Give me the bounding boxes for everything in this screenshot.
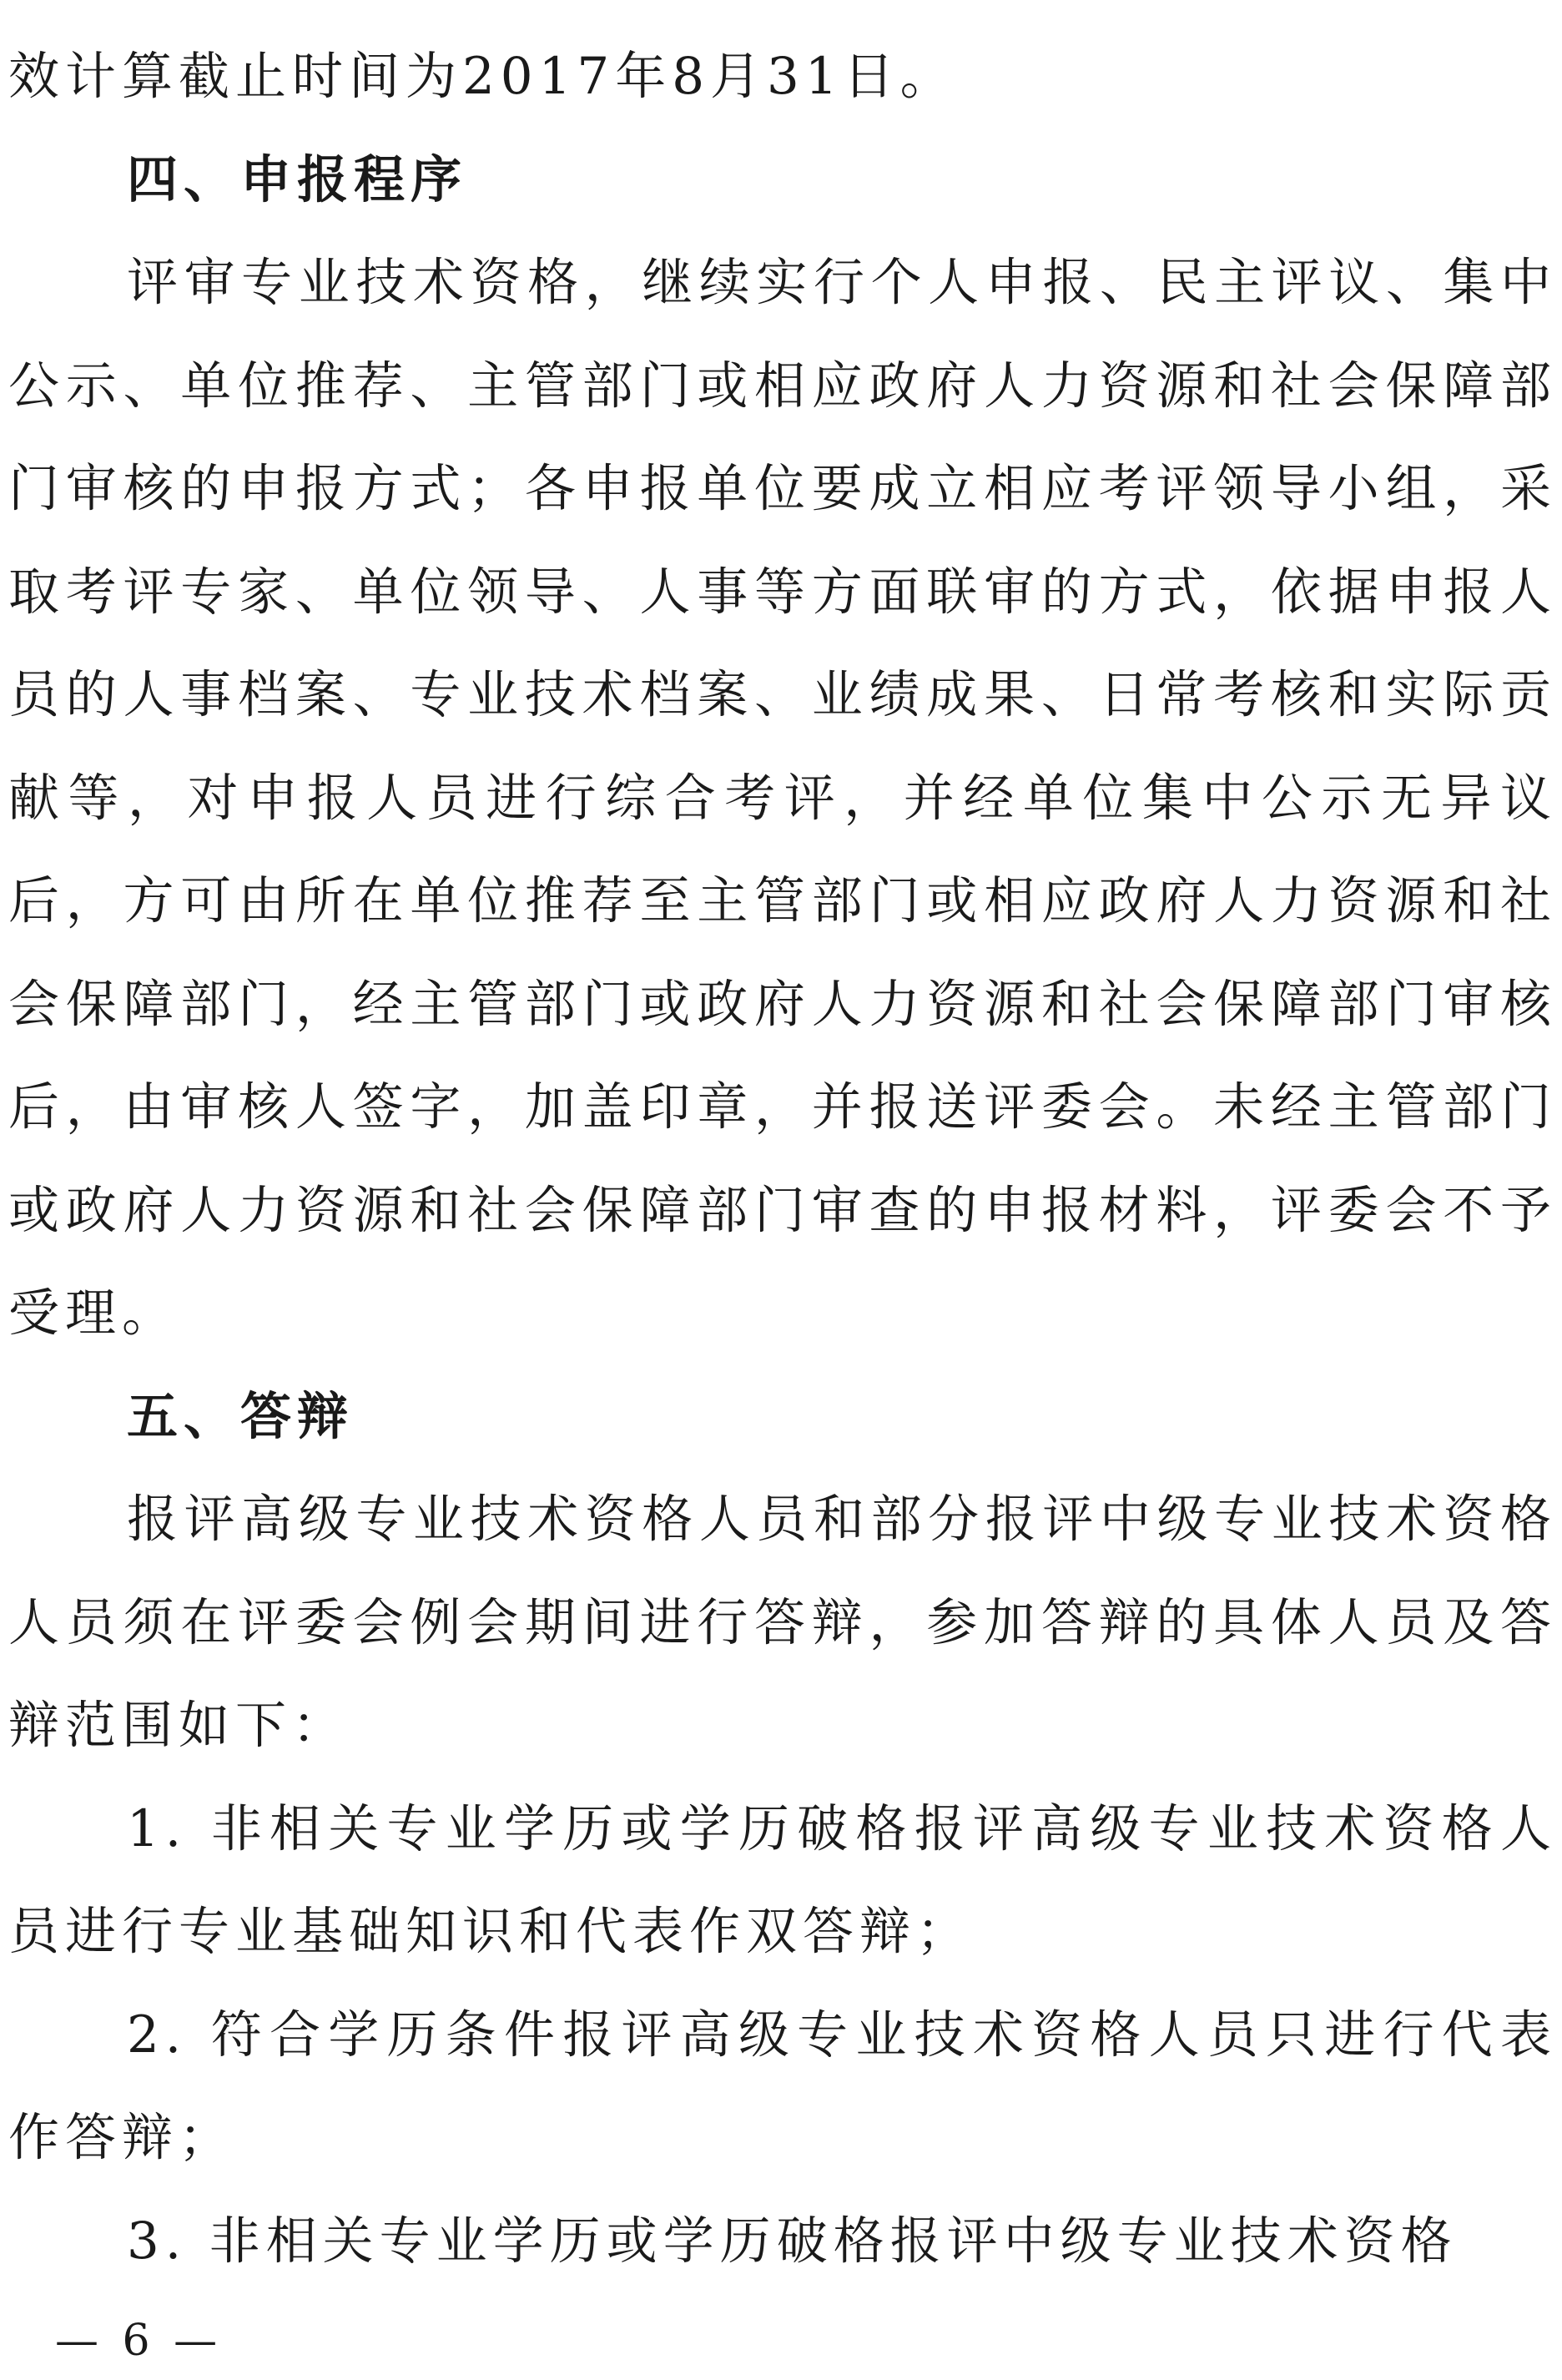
paragraph-continuation: 效计算截止时间为2017年8月31日。	[8, 47, 957, 106]
section-heading-application-procedure: 四、申报程序	[127, 149, 468, 209]
paragraph-defense-intro: 报评高级专业技术资格人员和部分报评中级专业技术资格人员须在评委会例会期间进行答辩，参加答辩的具体人员及答辩范围如下：	[8, 1490, 1557, 1755]
list-item-2: 2. 符合学历条件报评高级专业技术资格人员只进行代表作答辩；	[8, 2004, 1557, 2167]
paragraph-application-procedure: 评审专业技术资格，继续实行个人申报、民主评议、集中公示、单位推荐、主管部门或相应政府人力资源和社会保障部门审核的申报方式；各申报单位要成立相应考评领导小组，采取考评专家、单位领导、人事等方面联审的方式，依据申报人员的人事档案、专业技术档案、业绩成果、日常考核和实际贡献等，对申报人员进行综合考评，并经单位集中公示无异议后，方可由所在单位推荐至主管部门或相应政府人力资源和社会保障部门，经主管部门或政府人力资源和社会保障部门审核后，由审核人签字，加盖印章，并报送评委会。未经主管部门或政府人力资源和社会保障部门审查的申报材料，评委会不予受理。	[8, 253, 1557, 1343]
list-item-3: 3. 非相关专业学历或学历破格报评中级专业技术资格	[127, 2211, 1458, 2271]
list-item-1: 1. 非相关专业学历或学历破格报评高级专业技术资格人员进行专业基础知识和代表作双答辩；	[8, 1798, 1557, 1961]
page-number: — 6 —	[55, 2316, 223, 2366]
section-heading-defense: 五、答辩	[127, 1386, 355, 1446]
document-body	[8, 25, 1557, 2292]
